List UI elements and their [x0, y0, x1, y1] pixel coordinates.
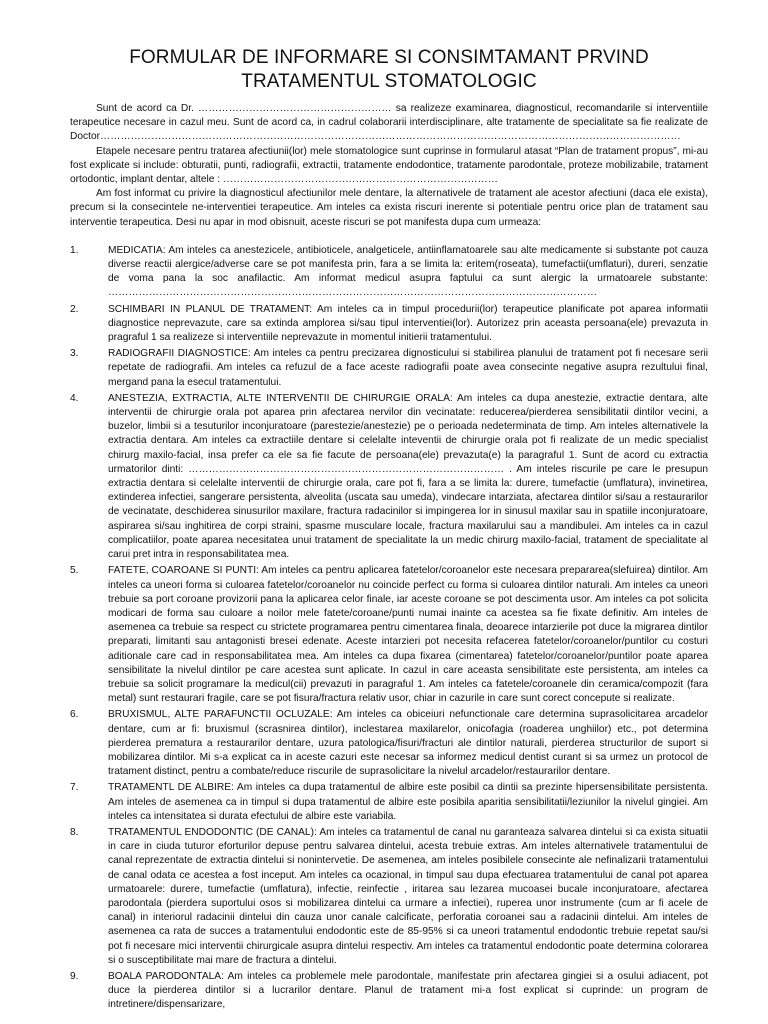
item-text: Am inteles ca pentru aplicarea fatetelor/coroanelor este necesara prepararea(slefuirea) dintilor. Am inteles ca uneori forma si culoarea fatetelor/coroanelor nu coincide perfect cu forma si culoarea dintilor naturali. Am inteles ca uneori trebuie sa port coroane provizorii pana la aplicarea celor finale, iar aceste coroane se pot descimenta usor. Am inteles ca pot solicita modicari de forma sau culoare a noilor mele fatete/coroane/punti numai inainte ca acestea sa fie fixate definitiv. Am inteles de asemenea ca trebuie sa respect cu strictete programarea pentru cimentarea finala, deoarece intarzierile pot duce la migrarea dintilor preparati, limitanti sau antagonisti bresei edenate. Aceste intarzieri pot necesita refacerea fatetelor/coroanelor/puntilor cu costuri aditionale care cad in responsabilitatea mea. Am inteles ca dupa fixarea (cimentarea) fatetelor/coroanelor/puntilor poate aparea sensibilitate la nivelul dintilor pe care acestea sunt aplicate. In cazul in care aceasta sensibilitate este persistenta, am inteles ca trebuie sa solicit programare la medicul(cii) prevazuti in paragraful 1. Am inteles ca fatetele/coroanele din ceramica/compozit (fara metal) sunt restaurari fragile, care se pot fisura/fractura relativ usor, chiar in cazurile in care sunt corect concepute si realizate.	[108, 565, 708, 705]
item-text: Am inteles ca tratamentul de canal nu garanteaza salvarea dintelui si ca exista situatii in care in ciuda tuturor eforturilor depuse pentru salvarea dintelui, acesta trebuie extras. Am inteles alternativele tratamentului de canal reprezentate de extractia dintelui si nonintervetie. De asemenea, am inteles posibilele consecinte ale nefinalizarii tratamentului de canal odata ce acestea a fost inceput. Am inteles ca ocazional, in timpul sau dupa efectuarea tratamentului de canal pot aparea urmatoarele: durere, tumefactie (umflatura), infectie, reinfectie , iritarea sau lezarea mucoasei bucale inconjuratoare, afectarea parodontala (pierdera suportului osos si mobilizarea dintelui ca urmare a infectiei), ruperea unor instrumente (cum ar fi acele de canal) in interiorul radacinii dintelui din cauza unor canale calcificate, perforatia coroanei sau a radacinii dintelui. Am inteles de asemenea ca rata de succes a tratamentului endodontic este de 85-95% si ca uneori tratamentul endodontic trebuie repetat sau/si pot fi necesare mici interventii chirurgicale asupra dintelui respectiv. Am inteles ca tratamentul endodontic poate determina colorarea si o susceptibilitate mai mare de fractura a dintelui.	[108, 826, 708, 966]
item-title: FATETE, COAROANE SI PUNTI:	[108, 565, 259, 577]
risk-item-fatete	[70, 564, 708, 706]
intro-paragraph-2: Etapele necesare pentru tratarea afectiunii(lor) mele stomatologice sunt cuprinse in formularul atasat “Plan de tratament propus”, mi-au fost explicate si include: obturatii, punti, radiografii, extractii, tratamente endodontice, tratamente parodontale, proteze mobilizabile, tratament ortodontic, implant dentar, altele : ………………………………………………………………………	[70, 145, 708, 186]
item-text: Am inteles ca dupa tratamentul de albire este posibil ca dintii sa prezinte hipersensibilitate persistenta. Am inteles de asemenea ca in timpul si dupa tratamentul de albire este posibila aparitia sensibilitatii/leziunilor la nivelul gingiei. Am inteles ca intensitatea si durata efectului de albire este variabila.	[108, 782, 708, 822]
item-number: 8.	[70, 826, 79, 838]
item-content	[108, 303, 708, 346]
item-number: 4.	[70, 392, 79, 404]
document-title: FORMULAR DE INFORMARE SI CONSIMTAMANT PRVIND TRATAMENTUL STOMATOLOGIC	[129, 47, 649, 92]
item-text: Am inteles ca dupa anestezie, extractie dentara, alte interventii de chirurgie orala pot aparea prin afectarea nervilor din vecinatate: reducerea/pierderea sensibilitatii dintilor vecini, a buzelor, limbii si a tesuturilor inconjuratoare (parestezie/anestezie) pe o perioada nedeterminata de timp. Am inteles alternativele la extractia dentara. Am inteles ca extractiile dentare si celelalte inteventii de chirurgie orala pot fi realizate de un medic specialist chirurg maxilo-facial, insa prefer ca ele sa fie facute de persoana(ele) prevazuta(e) la paragraful 1. Sunt de acord cu extractia urmatorilor dinti: ………………………………………………………………………………… . Am inteles riscurile pe care le presupun extractia dentara si celelalte interventii de chirurgie orala, care pot fi, fara a se limita la: durere, tumefactie (umflatura), invinetirea, extinderea infectiei, sangerare persistenta, alveolita (uscata sau umeda), vindecare intarziata, afectarea dintilor si/sau a restaurarilor de vecinatate, deschiderea sinusurilor maxilare, fractura radacinilor si impingerea lor in sinusul maxilar sau in spatiile inconjuratoare, aspirarea si/sau inghitirea de corpi straini, spasme musculare locale, fractura maxilarului sau a mandibulei. Am inteles ca in cazul complicatiilor, poate aparea necesitatea unui tratament de specialitate la un medic chirurg maxilo-facial, tratament de specialitate al carui pret intra in responsabilitatea mea.	[108, 392, 708, 561]
item-number: 2.	[70, 303, 79, 315]
item-number: 9.	[70, 970, 79, 982]
item-content	[108, 708, 708, 779]
risk-item-schimbari	[70, 303, 708, 346]
item-text: Am inteles ca obiceiuri nefunctionale care determina suprasolicitarea arcadelor dentare, cum ar fi: bruxismul (scrasnirea dintilor), inclestarea maxilarelor, onicofagia (roaderea unghiilor) etc., pot determina pierderea prematura a restaurarilor dentare, uzura patologica/fisuri/fracturi ale dintilor naturali, pierderea structurilor de suport si mobilizarea dintilor. Mi s-a explicat ca in aceste cazuri este necesar sa informez medicul dentist curant si sa urmez un protocol de tratament distinct, pentru a combate/reduce riscurile de suprasolicitare la nivelul arcadelor/restaurarilor dentare.	[108, 709, 708, 778]
item-content	[108, 244, 708, 301]
item-text: Am inteles ca problemele mele parodontale, manifestate prin afectarea gingiei si a osului adiacent, pot duce la pierderea dintilor si a lucrarilor dentare. Planul de tratament mi-a fost explicat si cuprinde: un program de intretinere/dispensarizare,	[108, 970, 708, 1011]
item-title: ANESTEZIA, EXTRACTIA, ALTE INTERVENTII DE CHIRURGIE ORALA:	[108, 392, 453, 404]
risk-item-bruxismul	[70, 708, 708, 779]
item-content	[108, 564, 708, 706]
item-title: BOALA PARODONTALA:	[108, 970, 224, 982]
item-number: 3.	[70, 348, 79, 360]
item-title: MEDICATIA:	[108, 244, 166, 256]
intro-paragraph-3: Am fost informat cu privire la diagnosticul afectiunilor mele dentare, la alternativele de tratament ale acestor afectiuni (daca ele exista), precum si la consecintele ne-interventiei terapeutice. Am inteles ca exista riscuri inerente si potentiale pentru orice plan de tratament sau interventie terapeutica. Desi nu apar in mod obisnuit, aceste riscuri se pot manifesta dupa cum urmeaza:	[70, 188, 708, 228]
item-number: 7.	[70, 782, 79, 794]
item-text: Am inteles ca anestezicele, antibioticele, analgeticele, antiinflamatoarele sau alte medicamente si substante pot cauza diverse reactii alergice/adverse care se pot manifesta prin, fara a se limita la: eritem(roseata), tumefactii(umflaturi), dureri, senzatie de voma pana la soc anafilactic. Am informat medicul asupra faptului ca sunt alergic la urmatoarele substante: ………………………………………………………………………………………………………………………………	[108, 244, 708, 299]
item-content	[108, 392, 708, 562]
intro-paragraph-1: Sunt de acord ca Dr. ………………………………………………… sa realizeze examinarea, diagnosticul, recomandarile si interventiile terapeutice necesare in cazul meu. Sunt de acord ca, in cadrul colaborarii interdisciplinare, alte tratamente de specialitate sa fie realizate de Doctor………………………………………………………………………………………………………………………………………………………	[70, 103, 708, 143]
item-text: Am inteles ca in timpul procedurii(lor) terapeutice planificate pot aparea informatii diagnostice neprevazute, care sa extinda amplorea si/sau tipul interventiei(lor). Autorizez prin aceasta persoana(ele) prevazuta in pragraful 1 sa realizeze si interventiile neprevazute in momentul initierii tratamentului.	[108, 303, 708, 344]
item-text: Am inteles ca pentru precizarea dignosticului si stabilirea planului de tratament pot fi necesare serii repetate de radiografii. Am inteles ca refuzul de a face aceste radiografii poate avea consecinte negative asupra rezultului final, mergand pana la esecul tratamentului.	[108, 348, 708, 388]
item-content	[108, 781, 708, 824]
risk-item-medicatia	[70, 244, 708, 301]
item-number: 1.	[70, 244, 79, 256]
item-number: 5.	[70, 565, 79, 577]
document-body	[70, 102, 708, 1013]
item-title: BRUXISMUL, ALTE PARAFUNCTII OCLUZALE:	[108, 709, 333, 721]
item-title: TRATAMENTUL ENDODONTIC (DE CANAL):	[108, 826, 317, 838]
risk-item-radiografii	[70, 347, 708, 390]
risk-item-endodontic	[70, 826, 708, 968]
risk-list	[70, 244, 708, 1013]
risk-item-parodontala	[70, 970, 708, 1013]
item-content	[108, 826, 708, 968]
item-title: RADIOGRAFII DIAGNOSTICE:	[108, 348, 251, 360]
item-number: 6.	[70, 709, 79, 721]
item-title: SCHIMBARI IN PLANUL DE TRATAMENT:	[108, 303, 313, 315]
item-title: TRATAMENTL DE ALBIRE:	[108, 782, 234, 794]
item-content	[108, 970, 708, 1013]
section-spacer	[70, 230, 708, 244]
item-content	[108, 347, 708, 390]
risk-item-anestezia	[70, 392, 708, 562]
risk-item-albire	[70, 781, 708, 824]
